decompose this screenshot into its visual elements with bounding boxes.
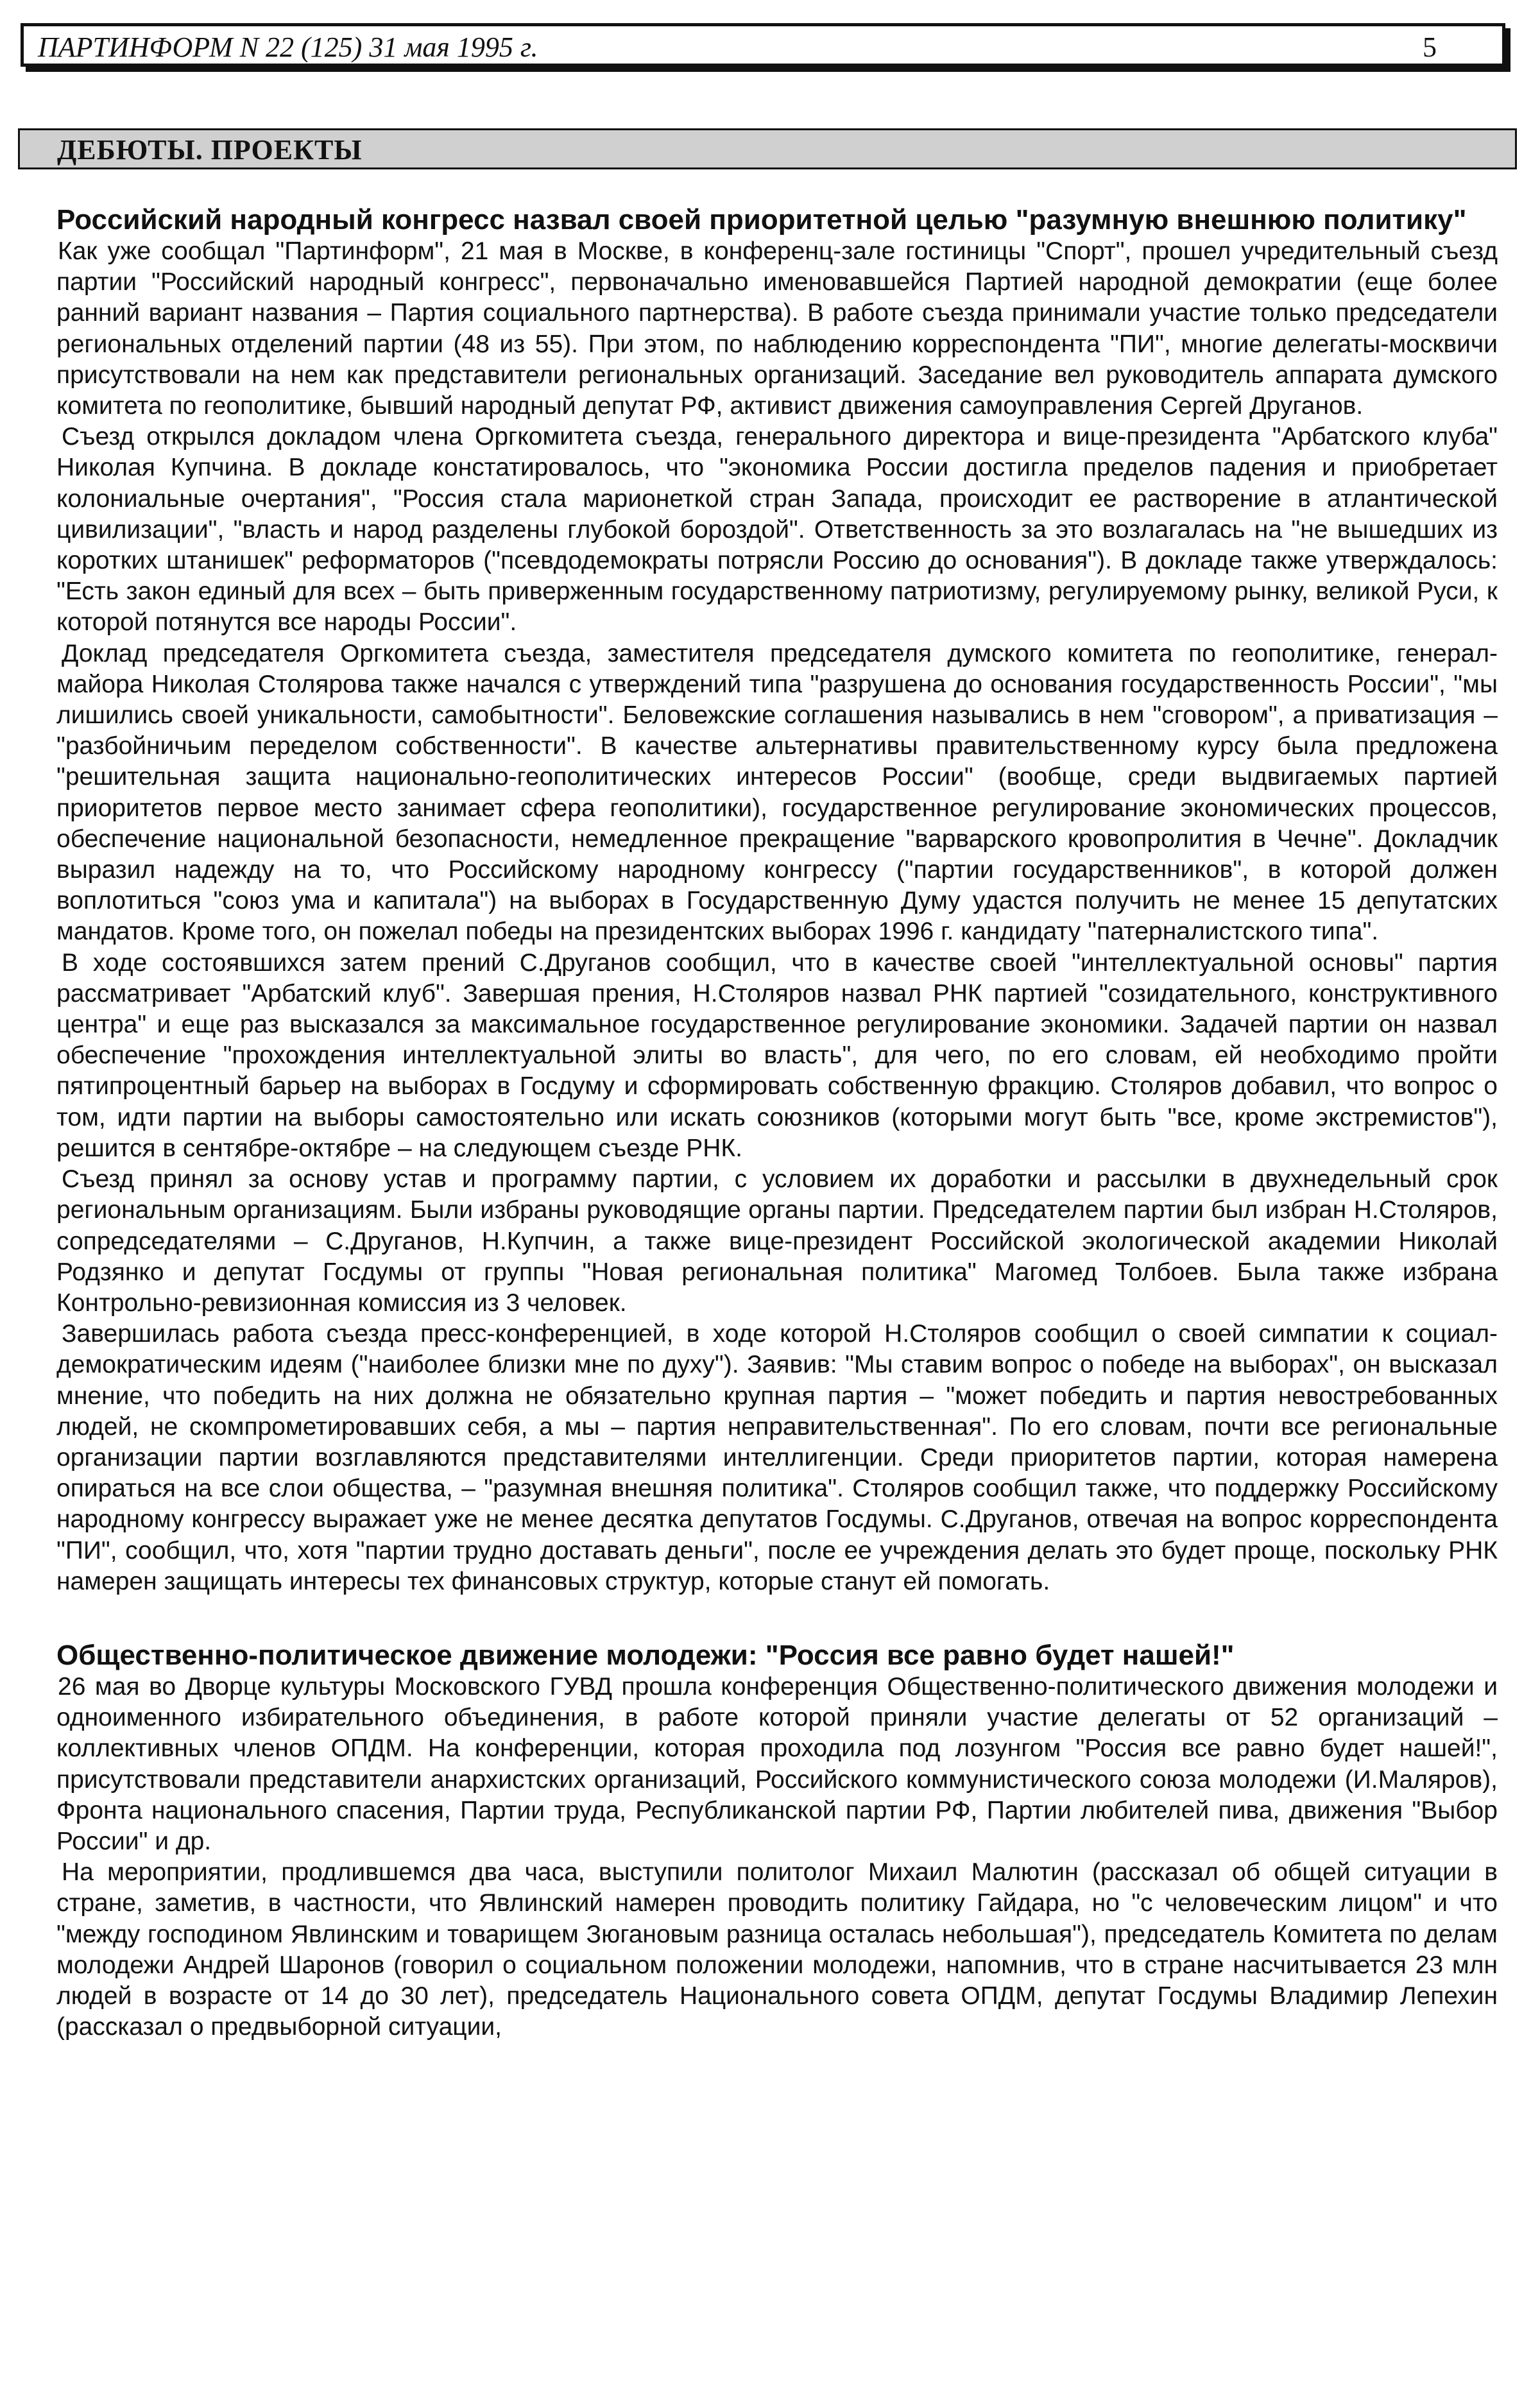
paragraph: Съезд принял за основу устав и программу партии, с условием их доработки и рассылки в двухнедельный срок региональным организациям. Были избраны руководящие органы партии. Председателем партии был избран Н.Столяров, сопредседателями – С.Друганов, Н.Купчин, а также вице-президент Российской экологической академии Николай Родзянко и депутат Госдумы от группы "Новая региональная политика" Магомед Толбоев. Была также избрана Контрольно-ревизионная комиссия из 3 человек.	[56, 1165, 1498, 1317]
article-opdm	[56, 1640, 1498, 2043]
paragraph: Доклад председателя Оргкомитета съезда, заместителя председателя думского комитета по геополитике, генерал-майора Николая Столярова также начался с утверждений типа "разрушена до основания государственность России", "мы лишились своей уникальности, самобытности". Беловежские соглашения назывались в нем "сговором", а приватизация – "разбойничьим переделом собственности". В качестве альтернативы правительственному курсу была предложена "решительная защита национально-геополитических интересов России" (вообще, среди выдвигаемых партией приоритетов первое место занимает сфера геополитики), государственное регулирование экономических процессов, обеспечение национальной безопасности, немедленное прекращение "варварского кровопролития в Чечне". Докладчик выразил надежду на то, что Российскому народному конгрессу ("партии государственников", в которой должен воплотиться "союз ума и капитала") на выборах в Государственную Думу удастся получить не менее 15 депутатских мандатов. Кроме того, он пожелал победы на президентских выборах 1996 г. кандидату "патерналистского типа".	[56, 639, 1498, 946]
article-headline: Общественно-политическое движение молодежи: "Россия все равно будет нашей!"	[56, 1639, 1235, 1671]
paragraph: На мероприятии, продлившемся два часа, выступили политолог Михаил Малютин (рассказал об общей ситуации в стране, заметив, в частности, что Явлинский намерен проводить политику Гайдара, но "с человеческим лицом" и что "между господином Явлинским и товарищем Зюгановым разница осталась небольшая"), председатель Комитета по делам молодежи Андрей Шаронов (говорил о социальном положении молодежи, напомнив, что в стране насчитывается 23 млн людей в возрасте от 14 до 30 лет), председатель Национального совета ОПДМ, депутат Госдумы Владимир Лепехин (рассказал о предвыборной ситуации,	[56, 1858, 1498, 2041]
section-bar	[18, 128, 1517, 169]
paragraph: 26 мая во Дворце культуры Московского ГУВД прошла конференция Общественно-политического движения молодежи и одноименного избирательного объединения, в работе которой приняли участие делегаты от 52 организаций – коллективных членов ОПДМ. На конференции, которая проходила под лозунгом "Россия все равно будет нашей!", присутствовали представители анархистских организаций, Российского коммунистического союза молодежи (И.Маляров), Фронта национального спасения, Партии труда, Республиканской партии РФ, Партии любителей пива, движения "Выбор России" и др.	[56, 1672, 1498, 1855]
paragraph: В ходе состоявшихся затем прений С.Друганов сообщил, что в качестве своей "интеллектуальной основы" партия рассматривает "Арбатский клуб". Завершая прения, Н.Столяров назвал РНК партией "созидательного, конструктивного центра" и еще раз высказался за максимальное государственное регулирование экономики. Задачей партии он назвал обеспечение "прохождения интеллектуальной элиты во власть", для чего, по его словам, ей необходимо пройти пятипроцентный барьер на выборах в Госдуму и сформировать собственную фракцию. Столяров добавил, что вопрос о том, идти партии на выборы самостоятельно или искать союзников (которыми могут быть "все, кроме экстремистов"), решится в сентябре-октябре – на следующем съезде РНК.	[56, 948, 1498, 1162]
publication-title: ПАРТИНФОРМ N 22 (125) 31 мая 1995 г.	[38, 31, 538, 63]
page-number: 5	[1423, 31, 1437, 63]
paragraph: Съезд открылся докладом члена Оргкомитета съезда, генерального директора и вице-президента "Арбатского клуба" Николая Купчина. В докладе констатировалось, что "экономика России достигла пределов падения и приобретает колониальные очертания", "Россия стала марионеткой стран Запада, происходит ее растворение в атлантической цивилизации", "власть и народ разделены глубокой бороздой". Ответственность за это возлагалась на "не вышедших из коротких штанишек" реформаторов ("псевдодемократы потрясли Россию до основания"). В докладе также утверждалось: "Есть закон единый для всех – быть приверженным государственному патриотизму, регулируемому рынку, великой Руси, к которой потянутся все народы России".	[56, 423, 1498, 637]
section-title: ДЕБЮТЫ. ПРОЕКТЫ	[57, 134, 363, 166]
article-headline: Российский народный конгресс назвал своей приоритетной целью "разумную внешнюю политику"	[56, 204, 1467, 236]
article-column	[56, 204, 1498, 2043]
page-header	[21, 23, 1505, 67]
paragraph: Как уже сообщал "Партинформ", 21 мая в Москве, в конференц-зале гостиницы "Спорт", прошел учредительный съезд партии "Российский народный конгресс", первоначально именовавшейся Партией народной демократии (еще более ранний вариант названия – Партия социального партнерства). В работе съезда принимали участие только председатели региональных отделений партии (48 из 55). При этом, по наблюдению корреспондента "ПИ", многие делегаты-москвичи присутствовали на нем как представители региональных организаций. Заседание вел руководитель аппарата думского комитета по геополитике, бывший народный депутат РФ, активист движения самоуправления Сергей Друганов.	[56, 237, 1498, 420]
paragraph: Завершилась работа съезда пресс-конференцией, в ходе которой Н.Столяров сообщил о своей симпатии к социал-демократическим идеям ("наиболее близки мне по духу"). Заявив: "Мы ставим вопрос о победе на выборах", он высказал мнение, что победить на них должна не обязательно крупная партия – "может победить и партия невостребованных людей, не скомпрометировавших себя, а мы – партия неправительственная". По его словам, почти все региональные организации партии возглавляются представителями интеллигенции. Среди приоритетов партии, которая намерена опираться на все слои общества, – "разумная внешняя политика". Столяров сообщил также, что поддержку Российскому народному конгрессу выражает уже не менее десятка депутатов Госдумы. С.Друганов, отвечая на вопрос корреспондента "ПИ", сообщил, что, хотя "партии трудно доставать деньги", после ее учреждения делать это будет проще, поскольку РНК намерен защищать интересы тех финансовых структур, которые станут ей помогать.	[56, 1320, 1498, 1595]
article-rnk	[56, 204, 1498, 1597]
